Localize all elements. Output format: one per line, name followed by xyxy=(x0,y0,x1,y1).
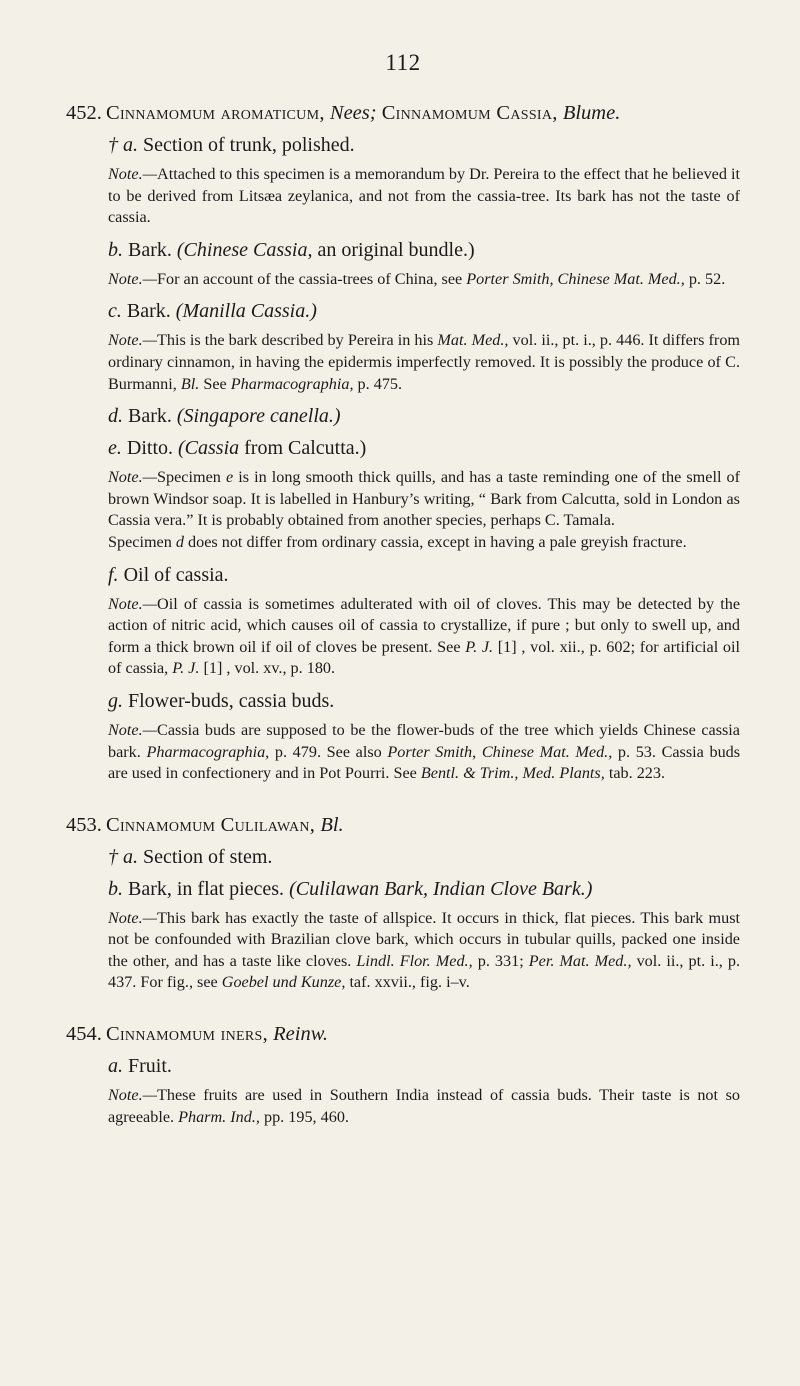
entry-454 xyxy=(66,1022,740,1128)
specimen-note: Note.—Attached to this specimen is a memorandum by Dr. Pereira to the effect that he believed it to be derived from Litsæa zeylanica, and not from the cassia-tree. Its bark has not the taste of cassia. xyxy=(108,165,740,227)
specimen-note: Note.—This is the bark described by Pereira in his Mat. Med., vol. ii., pt. i., p. 446. It differs from ordinary cinnamon, in having the epidermis imperfectly removed. It is possibly the produce of C. Burmanni, Bl. See Pharmacographia, p. 475. xyxy=(108,331,741,393)
specimen-item: b. Bark. (Chinese Cassia, an original bundle.) xyxy=(108,238,475,261)
entry-number: 454. xyxy=(66,1023,102,1046)
entry-heading xyxy=(66,1022,740,1047)
entry-heading xyxy=(66,813,740,838)
specimen-note: Note.—For an account of the cassia-trees of China, see Porter Smith, Chinese Mat. Med., p. 52. xyxy=(108,269,726,288)
specimen-note: Note.—Specimen e is in long smooth thick quills, and has a taste reminding one of the smell of brown Windsor soap. It is labelled in Hanbury’s writing, “ Bark from Calcutta, sold in London as Cassia vera.” It is probably obtained from another species, perhaps C. Tamala. Specimen d does not differ from ordinary cassia, except in having a pale greyish fracture. xyxy=(108,468,741,551)
specimen-note: Note.—These fruits are used in Southern India instead of cassia buds. Their taste is not so agreeable. Pharm. Ind., pp. 195, 460. xyxy=(108,1086,740,1126)
specimen-item: † a. Section of trunk, polished. xyxy=(108,134,355,156)
entry-title: Cinnamomum aromaticum, Nees; Cinnamomum Cassia, Blume. xyxy=(106,102,621,124)
specimen-item: a. Fruit. xyxy=(108,1055,172,1078)
specimen-note: Note.—Cassia buds are supposed to be the flower-buds of the tree which yields Chinese cassia bark. Pharmacographia, p. 479. See also Porter Smith, Chinese Mat. Med., p. 53. Cassia buds are used in confectionery and in Pot Pourri. See Bentl. & Trim., Med. Plants, tab. 223. xyxy=(108,720,741,783)
specimen-note: Note.—This bark has exactly the taste of allspice. It occurs in thick, flat pieces. This bark must not be confounded with Brazilian clove bark, which occurs in tubular quills, packed one inside the other, and has a taste like cloves. Lindl. Flor. Med., p. 331; Per. Mat. Med., vol. ii., pt. i., p. 437. For fig., see Goebel und Kunze, taf. xxvii., fig. i–v. xyxy=(108,908,740,992)
entry-number: 452. xyxy=(66,102,102,124)
entry-title: Cinnamomum Culilawan, Bl. xyxy=(106,813,344,836)
entry-number: 453. xyxy=(66,813,102,836)
entry-453 xyxy=(66,813,740,994)
entry-title: Cinnamomum iners, Reinw. xyxy=(106,1023,328,1046)
entry-heading xyxy=(66,101,740,126)
page-number: 112 xyxy=(385,50,421,75)
specimen-item: d. Bark. (Singapore canella.) xyxy=(108,405,341,428)
specimen-note: Note.—Oil of cassia is sometimes adulterated with oil of cloves. This may be detected by the action of nitric acid, which causes oil of cassia to crystallize, if pure ; but only to swell up, and form a thick brown oil if oil of cloves be present. See P. J. [1] , vol. xii., p. 602; for artificial oil of cassia, P. J. [1] , vol. xv., p. 180. xyxy=(108,594,741,678)
specimen-item: e. Ditto. (Cassia from Calcutta.) xyxy=(108,437,367,460)
specimen-item: b. Bark, in flat pieces. (Culilawan Bark, Indian Clove Bark.) xyxy=(108,877,593,900)
specimen-item: f. Oil of cassia. xyxy=(108,563,229,586)
specimen-item: g. Flower-buds, cassia buds. xyxy=(108,689,335,712)
entry-452 xyxy=(66,101,740,785)
specimen-item: † a. Section of stem. xyxy=(108,845,273,868)
specimen-item: c. Bark. (Manilla Cassia.) xyxy=(108,300,317,323)
